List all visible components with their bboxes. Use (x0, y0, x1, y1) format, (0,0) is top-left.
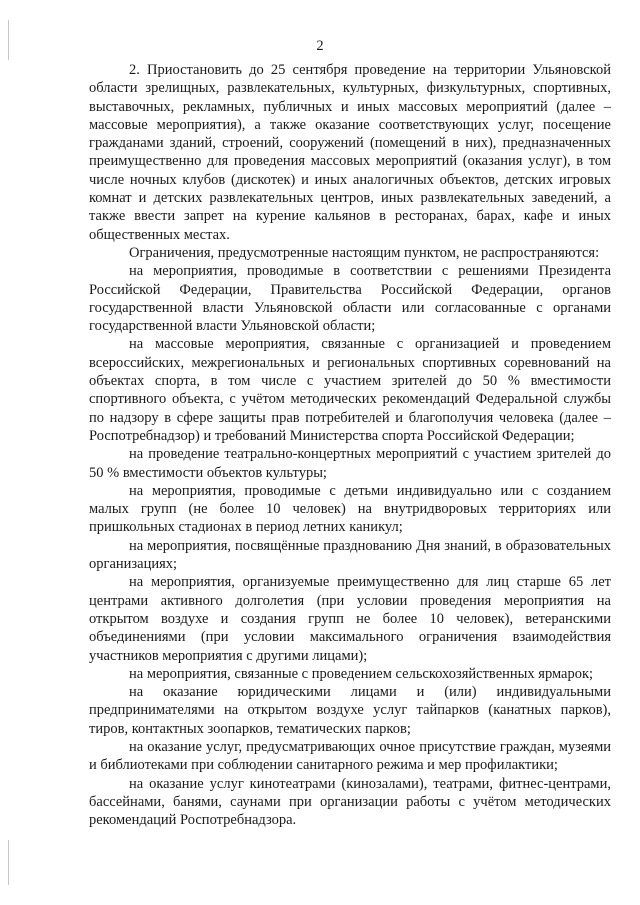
paragraph-exception: на оказание юридическими лицами и (или) индивидуальными предпринимателями на открытом воздухе услуг тайпарков (канатных парков), тиров, контактных зоопарков, тематических парков; (89, 684, 611, 737)
paragraph-exception: на мероприятия, организуемые преимущественно для лиц старше 65 лет центрами активного долголетия (при условии проведения мероприятия на открытом воздухе и создания групп не более 10 человек), ветеранскими объединениями (при условии максимального ограничения взаимодействия участников мероприятия с другими лицами); (89, 574, 611, 664)
paragraph-exception: на мероприятия, связанные с проведением сельскохозяйственных ярмарок; (129, 665, 594, 682)
scan-edge-mark (8, 840, 9, 885)
paragraph-restrictions-intro: Ограничения, предусмотренные настоящим пунктом, не распространяются: (129, 244, 600, 261)
paragraph-exception: на оказание услуг кинотеатрами (кинозалами), театрами, фитнес-центрами, бассейнами, банями, саунами при организации работы с учётом методических рекомендаций Роспотребнадзора. (89, 775, 611, 829)
paragraph-item-2: 2. Приостановить до 25 сентября проведение на территории Ульяновской области зрелищных, развлекательных, культурных, физкультурных, спортивных, выставочных, рекламных, публичных и иных массовых мероприятий (далее – массовые мероприятия), а также оказание соответствующих услуг, посещение гражданами зданий, строений, сооружений (помещений в них), предназначенных преимущественно для проведения массовых мероприятий (оказания услуг), в том числе ночных клубов (дискотек) и иных аналогичных объектов, детских игровых комнат и детских развлекательных центров, иных развлекательных заведений, а также ввести запрет на курение кальянов в ресторанах, барах, кафе и иных общественных местах. (89, 62, 611, 243)
page-number: 2 (316, 38, 324, 54)
paragraph-exception: на мероприятия, посвящённые празднованию Дня знаний, в образовательных организациях; (89, 537, 611, 573)
paragraph-exception: на мероприятия, проводимые в соответствии с решениями Президента Российской Федерации, Правительства Российской Федерации, органов государственной власти Ульяновской области или согласованные с органами государственной власти Ульяновской области; (89, 263, 611, 335)
paragraph-exception: на проведение театрально-концертных мероприятий с участием зрителей до 50 % вместимости объектов культуры; (89, 446, 611, 481)
paragraph-exception: на массовые мероприятия, связанные с организацией и проведением всероссийских, межрегиональных и региональных спортивных соревнований на объектах спорта, в том числе с участием зрителей до 50 % вместимости спортивного объекта, с учётом методических рекомендаций Федеральной службы по надзору в сфере защиты прав потребителей и благополучия человека (далее – Роспотребнадзор) и требований Министерства спорта Российской Федерации; (89, 336, 611, 444)
paragraph-exception: на мероприятия, проводимые с детьми индивидуально или с созданием малых групп (не более 10 человек) на внутридворовых территориях или пришкольных стадионах в период летних каникул; (89, 482, 611, 536)
document-body (89, 61, 611, 829)
paragraph-exception: на оказание услуг, предусматривающих очное присутствие граждан, музеями и библиотеками при соблюдении санитарного режима и мер профилактики; (89, 738, 611, 774)
